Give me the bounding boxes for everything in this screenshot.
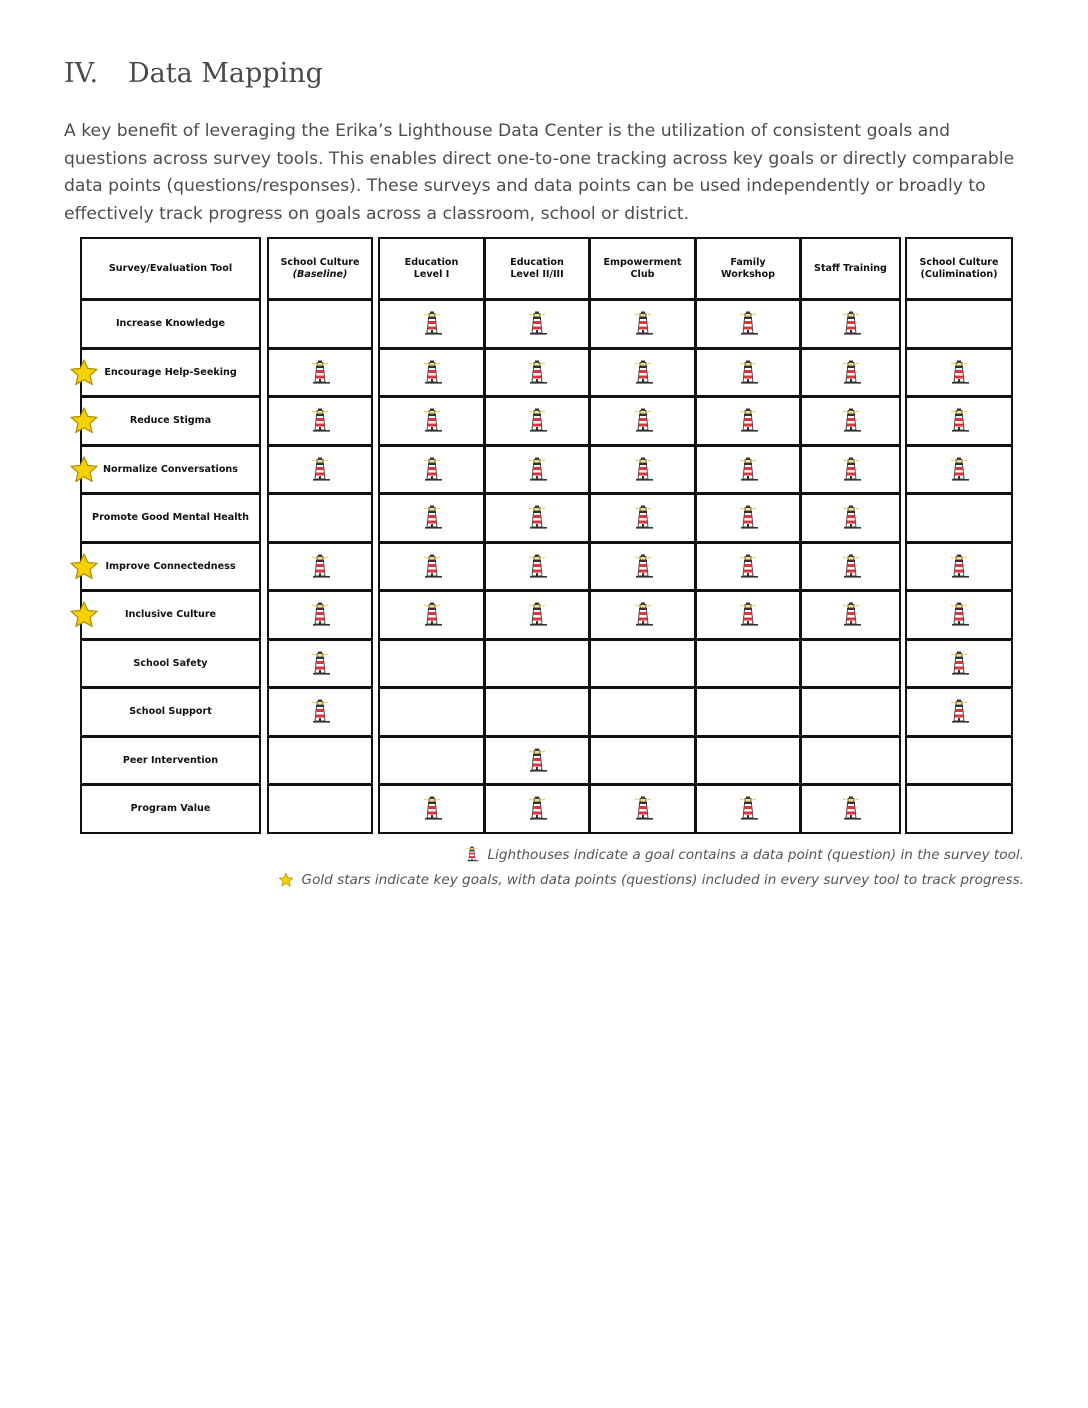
lighthouse-icon (421, 796, 443, 822)
goal-label-cell (80, 542, 261, 591)
goal-label: Improve Connectedness (105, 560, 236, 572)
column-header (695, 237, 801, 300)
mapping-cell (695, 784, 801, 834)
mapping-cell (589, 445, 696, 494)
column-header-line2: Workshop (721, 268, 775, 280)
column-header-line1: Family (730, 256, 766, 268)
lighthouse-icon (840, 602, 862, 628)
lighthouse-icon (737, 505, 759, 531)
column-header-line2: (Baseline) (292, 268, 348, 280)
mapping-cell (800, 445, 901, 494)
mapping-cell (267, 736, 373, 785)
mapping-cell (484, 736, 590, 785)
lighthouse-icon (421, 505, 443, 531)
lighthouse-icon (948, 408, 970, 434)
lighthouse-icon (421, 360, 443, 386)
lighthouse-icon (737, 796, 759, 822)
lighthouse-icon (526, 360, 548, 386)
mapping-cell (800, 736, 901, 785)
column-header-line1: Staff Training (814, 262, 887, 274)
mapping-cell (484, 639, 590, 688)
goal-label: Reduce Stigma (129, 415, 212, 426)
lighthouse-icon (632, 602, 654, 628)
goal-label: School Safety (133, 657, 208, 669)
lighthouse-icon (632, 457, 654, 483)
column-header-line1: Empowerment (603, 256, 682, 268)
goal-label-cell (80, 396, 261, 446)
mapping-cell (800, 493, 901, 543)
legend-lighthouse-text: Lighthouses indicate a goal contains a data point (question) in the survey tool. (487, 846, 1024, 863)
lighthouse-icon (632, 796, 654, 822)
mapping-cell (484, 493, 590, 543)
section-heading (64, 58, 323, 89)
lighthouse-icon (840, 360, 862, 386)
mapping-cell (484, 542, 590, 591)
mapping-cell (905, 736, 1013, 785)
mapping-cell (267, 445, 373, 494)
mapping-cell (589, 736, 696, 785)
gold-star-icon (69, 455, 99, 485)
lighthouse-icon (632, 408, 654, 434)
mapping-cell (695, 639, 801, 688)
column-header-line1: School Culture (919, 256, 999, 268)
mapping-cell (378, 445, 485, 494)
mapping-cell (267, 396, 373, 446)
mapping-cell (905, 639, 1013, 688)
lighthouse-icon (309, 699, 331, 725)
lighthouse-icon (309, 554, 331, 580)
goal-label: Normalize Conversations (103, 463, 238, 475)
mapping-cell (378, 687, 485, 737)
mapping-cell (905, 784, 1013, 834)
mapping-cell (800, 590, 901, 640)
column-header (267, 237, 373, 300)
lighthouse-icon (526, 748, 548, 774)
mapping-cell (695, 687, 801, 737)
goal-label-cell (80, 736, 261, 785)
column-header-line1: Education (404, 256, 459, 268)
mapping-cell (800, 639, 901, 688)
mapping-cell (800, 687, 901, 737)
mapping-cell (484, 299, 590, 349)
mapping-cell (589, 396, 696, 446)
lighthouse-icon (526, 796, 548, 822)
mapping-cell (378, 784, 485, 834)
mapping-cell (589, 493, 696, 543)
lighthouse-icon (309, 408, 331, 434)
lighthouse-icon (526, 457, 548, 483)
lighthouse-icon (737, 360, 759, 386)
goal-label-cell (80, 493, 261, 543)
column-header (905, 237, 1013, 300)
lighthouse-icon (737, 457, 759, 483)
mapping-cell (267, 299, 373, 349)
column-header-line2: (Culimination) (920, 268, 998, 280)
mapping-cell (695, 590, 801, 640)
lighthouse-icon (737, 311, 759, 337)
lighthouse-icon (309, 360, 331, 386)
mapping-cell (484, 396, 590, 446)
lighthouse-icon (948, 651, 970, 677)
gold-star-icon (278, 872, 294, 888)
lighthouse-icon (309, 602, 331, 628)
mapping-cell (378, 590, 485, 640)
goal-label-cell (80, 639, 261, 688)
goal-label-cell (80, 687, 261, 737)
mapping-cell (905, 687, 1013, 737)
lighthouse-icon (840, 457, 862, 483)
column-header-line2: Level II/III (510, 268, 564, 280)
mapping-cell (267, 784, 373, 834)
lighthouse-icon (840, 796, 862, 822)
corner-label: Survey/Evaluation Tool (108, 262, 233, 274)
mapping-cell (484, 445, 590, 494)
mapping-cell (378, 542, 485, 591)
mapping-cell (800, 396, 901, 446)
mapping-cell (905, 590, 1013, 640)
section-number: IV. (64, 58, 99, 89)
mapping-cell (800, 542, 901, 591)
lighthouse-icon (948, 699, 970, 725)
lighthouse-icon (465, 846, 479, 863)
lighthouse-icon (526, 408, 548, 434)
mapping-cell (695, 348, 801, 397)
mapping-cell (589, 590, 696, 640)
mapping-cell (695, 299, 801, 349)
mapping-cell (484, 590, 590, 640)
mapping-cell (589, 542, 696, 591)
mapping-cell (589, 348, 696, 397)
mapping-cell (267, 493, 373, 543)
lighthouse-icon (737, 408, 759, 434)
goal-label: Program Value (130, 803, 211, 814)
mapping-cell (484, 348, 590, 397)
lighthouse-icon (421, 457, 443, 483)
lighthouse-icon (737, 602, 759, 628)
lighthouse-icon (737, 554, 759, 580)
gold-star-icon (69, 552, 99, 582)
legend-star-text: Gold stars indicate key goals, with data points (questions) included in every survey tool to track progress. (301, 872, 1024, 888)
lighthouse-icon (526, 505, 548, 531)
lighthouse-icon (526, 554, 548, 580)
column-header (378, 237, 485, 300)
legend-lighthouse (465, 846, 1024, 863)
column-header-line1: School Culture (280, 256, 360, 268)
lighthouse-icon (632, 554, 654, 580)
column-header-line1: Education (510, 256, 564, 268)
mapping-cell (589, 687, 696, 737)
section-title: Data Mapping (128, 58, 323, 89)
mapping-cell (905, 396, 1013, 446)
lighthouse-icon (840, 554, 862, 580)
lighthouse-icon (632, 311, 654, 337)
goal-label: Peer Intervention (122, 754, 219, 766)
lighthouse-icon (309, 651, 331, 677)
lighthouse-icon (421, 311, 443, 337)
goal-label: School Support (129, 706, 212, 717)
mapping-cell (905, 348, 1013, 397)
table-corner-header (80, 237, 261, 300)
mapping-cell (589, 299, 696, 349)
column-header (484, 237, 590, 300)
mapping-cell (378, 348, 485, 397)
lighthouse-icon (948, 554, 970, 580)
mapping-cell (589, 784, 696, 834)
lighthouse-icon (840, 505, 862, 531)
mapping-cell (905, 493, 1013, 543)
gold-star-icon (69, 358, 99, 388)
lighthouse-icon (526, 311, 548, 337)
lighthouse-icon (948, 602, 970, 628)
gold-star-icon (69, 406, 99, 436)
goal-label: Encourage Help-Seeking (104, 366, 237, 378)
legend-star (278, 872, 1024, 888)
lighthouse-icon (632, 360, 654, 386)
goal-label: Increase Knowledge (115, 318, 226, 329)
column-header-line2: Club (630, 268, 655, 280)
mapping-cell (378, 736, 485, 785)
mapping-cell (905, 542, 1013, 591)
goal-label-cell (80, 348, 261, 397)
mapping-cell (484, 687, 590, 737)
lighthouse-icon (421, 602, 443, 628)
lighthouse-icon (421, 408, 443, 434)
mapping-cell (484, 784, 590, 834)
mapping-cell (378, 396, 485, 446)
lighthouse-icon (840, 311, 862, 337)
mapping-cell (378, 493, 485, 543)
lighthouse-icon (309, 457, 331, 483)
goal-label-cell (80, 445, 261, 494)
column-header (800, 237, 901, 300)
mapping-cell (905, 299, 1013, 349)
mapping-cell (589, 639, 696, 688)
column-header-line2: Level I (413, 268, 450, 280)
goal-label-cell (80, 784, 261, 834)
goal-label: Inclusive Culture (124, 609, 217, 620)
mapping-cell (695, 493, 801, 543)
lighthouse-icon (948, 360, 970, 386)
mapping-cell (378, 639, 485, 688)
goal-label-cell (80, 299, 261, 349)
mapping-cell (695, 736, 801, 785)
goal-label: Promote Good Mental Health (92, 512, 249, 523)
mapping-cell (905, 445, 1013, 494)
column-header (589, 237, 696, 300)
mapping-cell (267, 687, 373, 737)
lighthouse-icon (421, 554, 443, 580)
mapping-cell (800, 348, 901, 397)
mapping-cell (267, 590, 373, 640)
goal-label-cell (80, 590, 261, 640)
lighthouse-icon (632, 505, 654, 531)
mapping-cell (267, 639, 373, 688)
lighthouse-icon (948, 457, 970, 483)
mapping-cell (695, 542, 801, 591)
intro-paragraph: A key benefit of leveraging the Erika’s Lighthouse Data Center is the utilization of consistent goals and questions across survey tools. This enables direct one-to-one tracking across key goals or directly comparable data points (questions/responses). These surveys and data points can be used independently or broadly to effectively track progress on goals across a classroom, school or district. (64, 121, 1015, 224)
lighthouse-icon (526, 602, 548, 628)
mapping-cell (378, 299, 485, 349)
mapping-cell (267, 348, 373, 397)
gold-star-icon (69, 600, 99, 630)
lighthouse-icon (840, 408, 862, 434)
mapping-cell (267, 542, 373, 591)
mapping-cell (800, 299, 901, 349)
mapping-cell (695, 445, 801, 494)
mapping-cell (800, 784, 901, 834)
mapping-cell (695, 396, 801, 446)
